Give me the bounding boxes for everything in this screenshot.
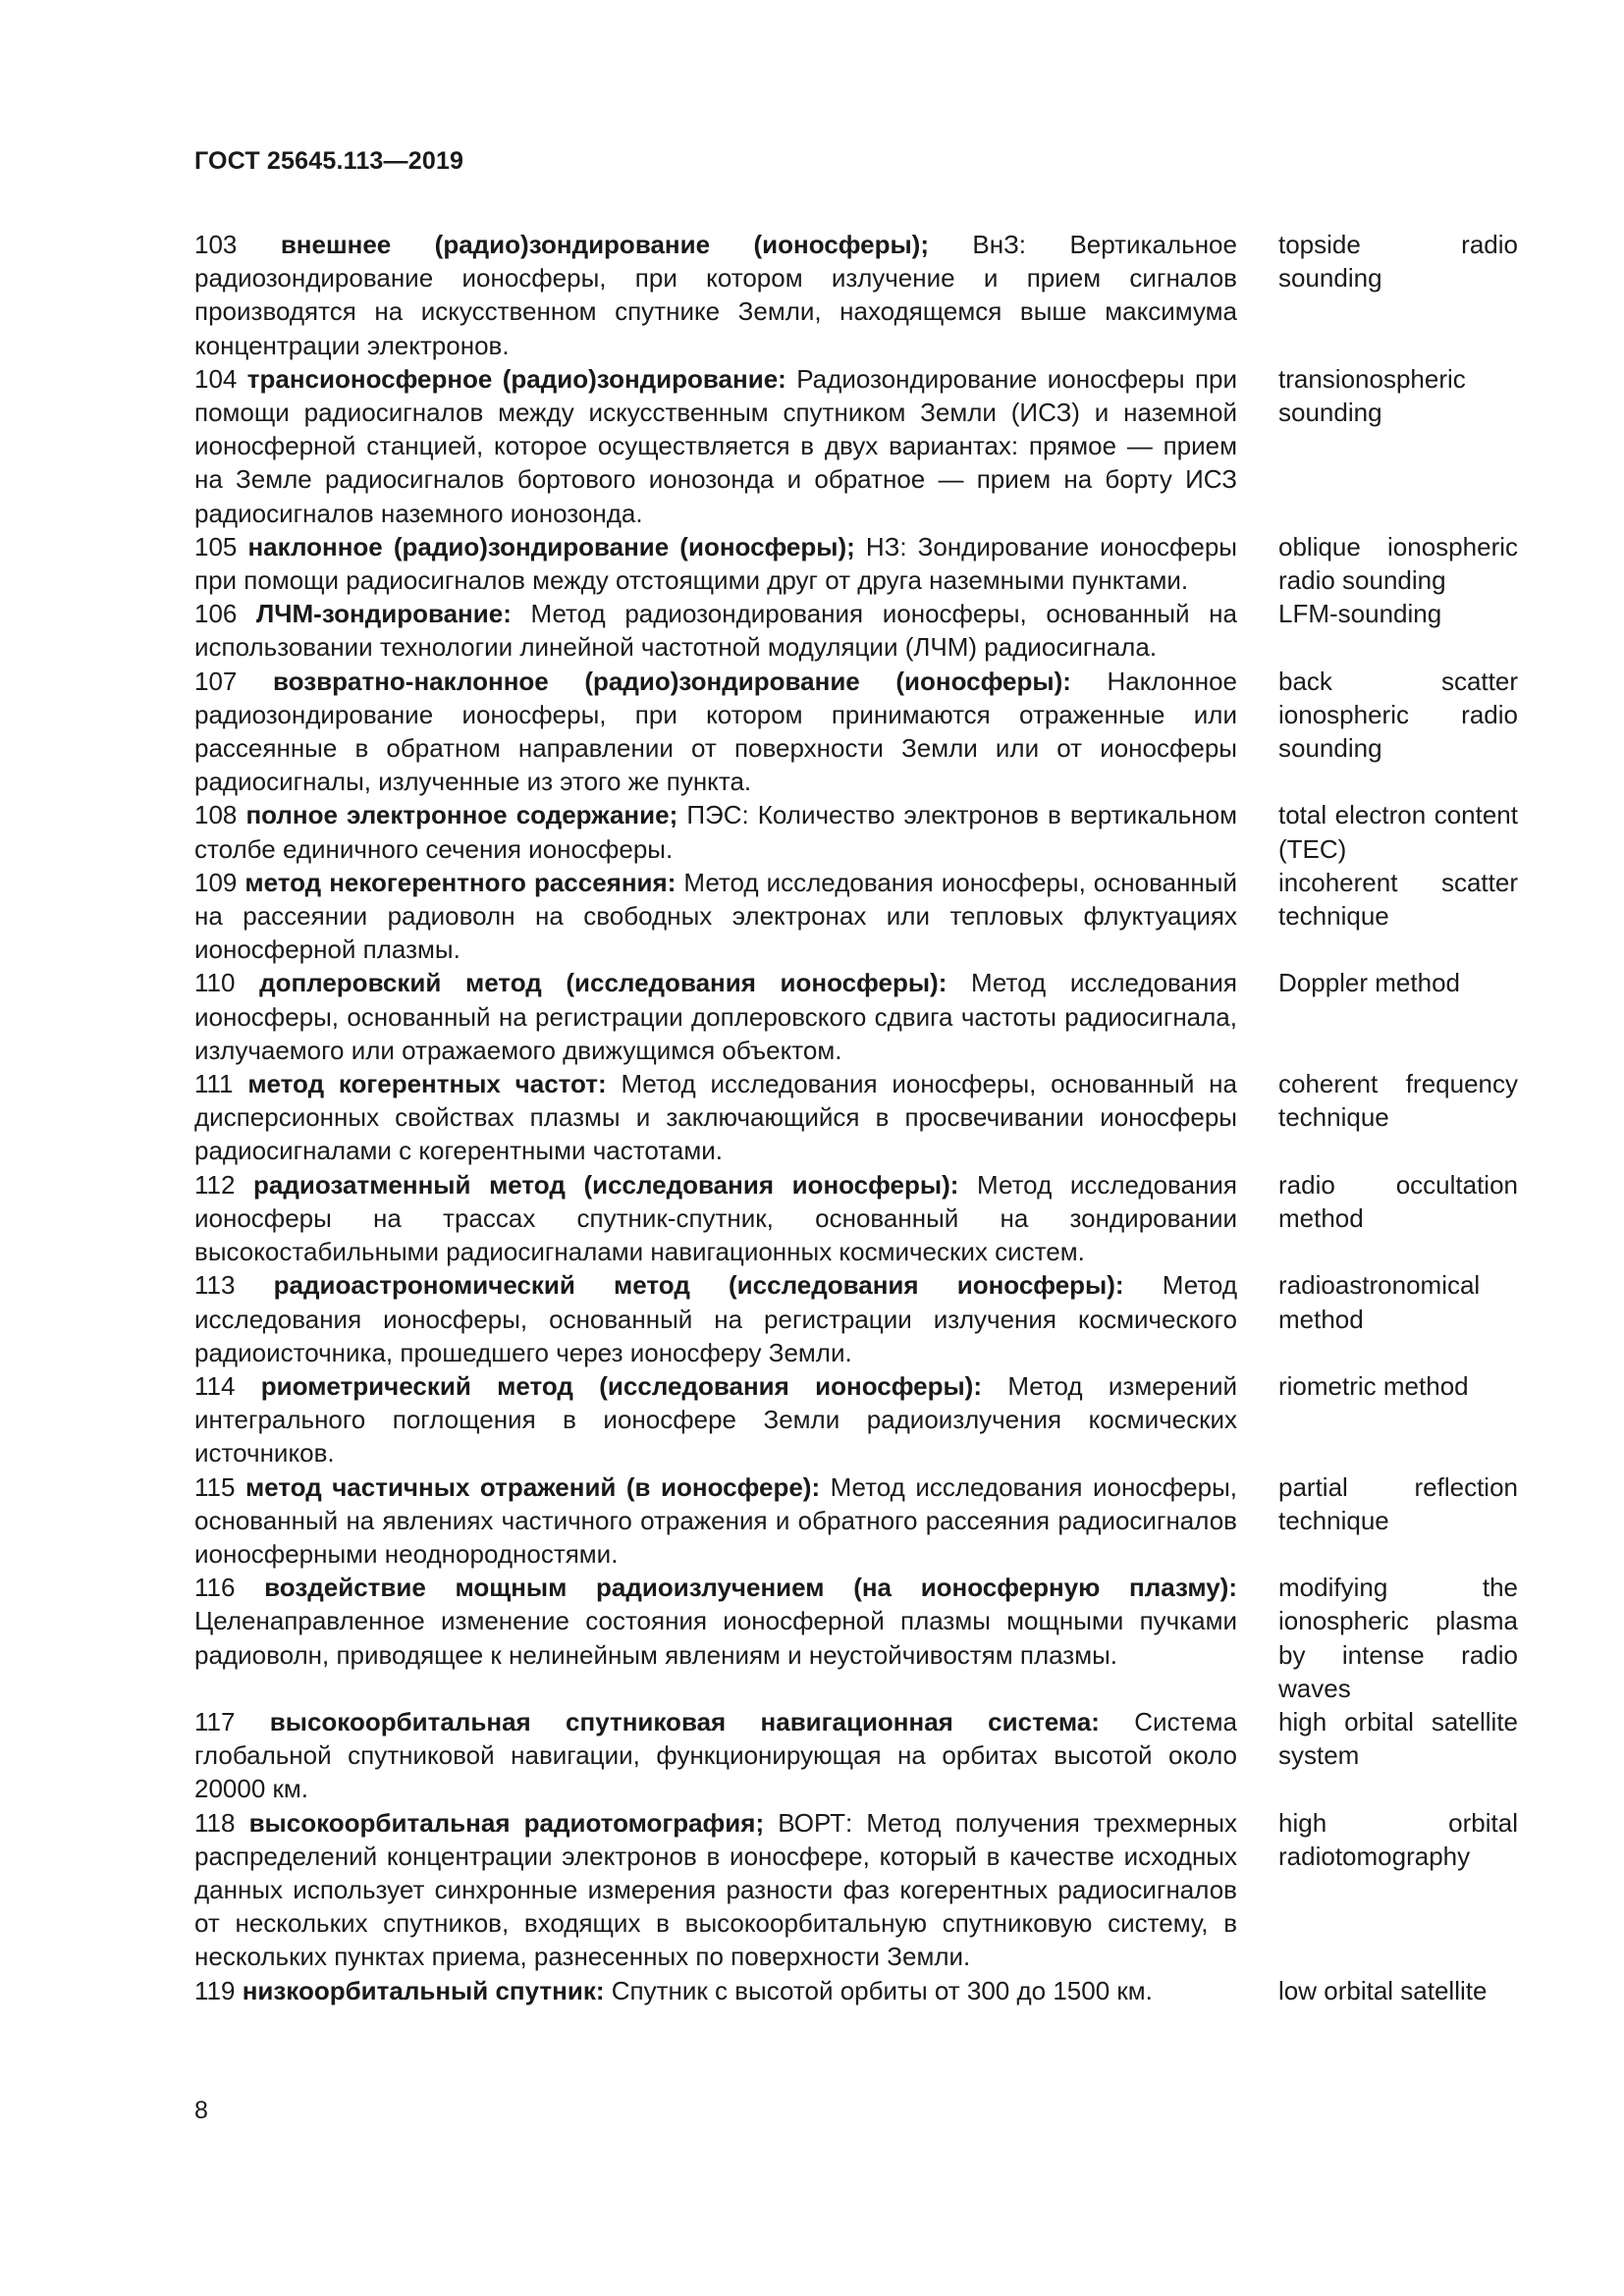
term-definition-text: Метод исследования ионосферы, основанный на регистрации доплеровского сдвига частоты радиосигнала, излучаемого или отражаемого движущимся объектом. <box>194 968 1237 1065</box>
term-english-equivalent: high orbital satellite system <box>1278 1706 1518 1771</box>
term-number: 114 <box>194 1370 236 1401</box>
term-english-equivalent: riometric method <box>1278 1370 1469 1401</box>
term-name: доплеровский метод (исследования ионосферы): <box>259 968 947 998</box>
term-definition-text: Спутник с высотой орбиты от 300 до 1500 км. <box>611 1975 1153 2005</box>
term-entry <box>194 798 1520 865</box>
term-definition-ru <box>194 228 1237 362</box>
term-entry <box>194 866 1520 967</box>
term-english-equivalent: low orbital satellite <box>1278 1975 1488 2005</box>
term-name: трансионосферное (радио)зондирование: <box>246 363 786 394</box>
document-header: ГОСТ 25645.113—2019 <box>194 147 464 175</box>
term-definition-text: Метод измерений интегрального поглощения в ионосфере Земли радиоизлучения космических источников. <box>194 1370 1237 1468</box>
term-definition-ru <box>194 798 1237 865</box>
term-number: 113 <box>194 1270 236 1301</box>
term-definition-ru <box>194 362 1237 530</box>
term-number: 115 <box>194 1471 236 1502</box>
term-definition-text: Метод исследования ионосферы, основанный на рассеянии радиоволн на свободных электронах или тепловых флуктуациях ионосферной плазмы. <box>194 867 1237 965</box>
term-definition-text: Радиозондирование ионосферы при помощи радиосигналов между искусственным спутником Земли (ИСЗ) и наземной ионосферной станцией, которое осуществляется в двух вариантах: прямое — прием на Земле радиосигналов бортового ионозонда и обратное — прием на борту ИСЗ радиосигналов наземного ионозонда. <box>194 363 1238 528</box>
term-name: наклонное (радио)зондирование (ионосферы); <box>247 531 855 561</box>
term-number: 108 <box>194 800 238 830</box>
term-name: метод когерентных частот: <box>247 1069 607 1099</box>
term-number: 107 <box>194 666 238 696</box>
term-number: 104 <box>194 363 238 394</box>
term-entry <box>194 1974 1520 2007</box>
term-english-equivalent: partial reflection technique <box>1278 1471 1518 1535</box>
term-name: метод частичных отражений (в ионосфере): <box>244 1471 821 1502</box>
term-definition-ru <box>194 665 1237 799</box>
term-number: 111 <box>194 1069 234 1099</box>
term-number: 110 <box>194 968 236 998</box>
term-entry <box>194 1571 1520 1705</box>
term-entry <box>194 1470 1520 1572</box>
term-definition-ru <box>194 1806 1237 1974</box>
term-english-equivalent: modifying the ionospheric plasma by intense radio waves <box>1278 1573 1518 1703</box>
term-number: 105 <box>194 531 238 561</box>
term-definition-text: Метод исследования ионосферы, основанный на регистрации излучения космического радиоисточника, прошедшего через ионосферу Земли. <box>194 1270 1237 1367</box>
term-definition-ru <box>194 1470 1237 1572</box>
term-english-equivalent: high orbital radiotomography <box>1278 1807 1518 1871</box>
term-definition-text: ВнЗ: Вертикальное радиозондирование ионосферы, при котором излучение и прием сигналов производятся на искусственном спутнике Земли, находящемся выше максимума концентрации электронов. <box>194 230 1237 360</box>
term-english-equivalent: LFM-sounding <box>1278 599 1442 629</box>
page-number: 8 <box>194 2097 208 2124</box>
term-definition-ru <box>194 597 1237 664</box>
term-name: радиозатменный метод (исследования ионосферы): <box>253 1169 959 1200</box>
term-number: 119 <box>194 1975 236 2005</box>
term-definition-text: Целенаправленное изменение состояния ионосферной плазмы мощными пучками радиоволн, приводящее к нелинейным явлениям и неустойчивостям плазмы. <box>194 1606 1237 1670</box>
term-english-equivalent: Doppler method <box>1278 968 1460 998</box>
term-english-equivalent: total electron content (TEC) <box>1278 800 1518 864</box>
term-definition-ru <box>194 966 1237 1067</box>
term-name: радиоастрономический метод (исследования ионосферы): <box>273 1270 1124 1301</box>
term-number: 106 <box>194 599 238 629</box>
term-entry <box>194 1705 1520 1806</box>
term-number: 118 <box>194 1807 236 1838</box>
term-definition-text: Метод исследования ионосферы, основанный на дисперсионных свойствах плазмы и заключающийся в просвечивании ионосферы радиосигналами с когерентными частотами. <box>194 1069 1237 1166</box>
term-name: высокоорбитальная радиотомография; <box>248 1807 765 1838</box>
term-entry <box>194 665 1520 799</box>
term-english-equivalent: back scatter ionospheric radio sounding <box>1278 666 1518 764</box>
term-definition-ru <box>194 1369 1237 1470</box>
term-name: высокоорбитальная спутниковая навигационная система: <box>269 1706 1100 1736</box>
terms-list <box>194 228 1520 2007</box>
term-english-equivalent: radio occultation method <box>1278 1169 1518 1233</box>
term-entry <box>194 1806 1520 1974</box>
term-definition-ru <box>194 1168 1237 1269</box>
term-entry <box>194 530 1520 597</box>
term-definition-ru <box>194 1268 1237 1369</box>
term-entry <box>194 1369 1520 1470</box>
term-definition-ru <box>194 530 1237 597</box>
term-name: риометрический метод (исследования ионосферы): <box>260 1370 982 1401</box>
term-name: низкоорбитальный спутник: <box>242 1975 605 2005</box>
term-entry <box>194 228 1520 362</box>
term-entry <box>194 362 1520 530</box>
term-name: метод некогерентного рассеяния: <box>244 867 677 897</box>
term-definition-ru <box>194 1974 1237 2007</box>
term-definition-ru <box>194 1067 1237 1168</box>
term-name: полное электронное содержание; <box>245 800 678 830</box>
term-english-equivalent: transionospheric sounding <box>1278 363 1466 428</box>
term-english-equivalent: topside radio sounding <box>1278 230 1518 294</box>
term-number: 117 <box>194 1706 236 1736</box>
term-name: возвратно-наклонное (радио)зондирование (ионосферы): <box>273 666 1071 696</box>
term-definition-text: ПЭС: Количество электронов в вертикальном столбе единичного сечения ионосферы. <box>194 800 1237 864</box>
term-number: 116 <box>194 1573 236 1603</box>
term-definition-ru <box>194 1705 1237 1806</box>
term-definition-text: Метод исследования ионосферы, основанный на явлениях частичного отражения и обратного рассеяния радиосигналов ионосферными неоднородностями. <box>194 1471 1237 1569</box>
term-english-equivalent: oblique ionospheric radio sounding <box>1278 531 1518 596</box>
term-definition-text: Метод радиозондирования ионосферы, основанный на использовании технологии линейной частотной модуляции (ЛЧМ) радиосигнала. <box>194 599 1237 663</box>
term-definition-ru <box>194 866 1237 967</box>
term-entry <box>194 1168 1520 1269</box>
term-definition-text: Система глобальной спутниковой навигации, функционирующая на орбитах высотой около 20000 км. <box>194 1706 1237 1804</box>
term-entry <box>194 597 1520 664</box>
term-definition-text: Наклонное радиозондирование ионосферы, при котором принимаются отраженные или рассеянные в обратном направлении от поверхности Земли или от ионосферы радиосигналы, излученные из этого же пункта. <box>194 666 1237 797</box>
term-entry <box>194 1067 1520 1168</box>
term-name: воздействие мощным радиоизлучением (на ионосферную плазму): <box>264 1573 1237 1603</box>
term-entry <box>194 966 1520 1067</box>
term-english-equivalent: coherent frequency technique <box>1278 1069 1518 1133</box>
term-number: 109 <box>194 867 238 897</box>
term-english-equivalent: radioastronomical method <box>1278 1270 1481 1334</box>
term-number: 112 <box>194 1169 236 1200</box>
term-entry <box>194 1268 1520 1369</box>
term-english-equivalent: incoherent scatter technique <box>1278 867 1518 932</box>
term-definition-text: ВОРТ: Метод получения трехмерных распределений концентрации электронов в ионосфере, который в качестве исходных данных использует синхронные измерения разности фаз когерентных радиосигналов от нескольких спутников, входящих в высокоорбитальную спутниковую систему, в нескольких пунктах приема, разнесенных по поверхности Земли. <box>194 1807 1238 1972</box>
term-name: внешнее (радио)зондирование (ионосферы); <box>280 230 929 259</box>
term-number: 103 <box>194 230 238 259</box>
term-name: ЛЧМ-зондирование: <box>256 599 512 629</box>
term-definition-text: НЗ: Зондирование ионосферы при помощи радиосигналов между отстоящими друг от друга наземными пунктами. <box>194 531 1237 596</box>
term-definition-text: Метод исследования ионосферы на трассах спутник-спутник, основанный на зондировании высокостабильными радиосигналами навигационных космических систем. <box>194 1169 1237 1267</box>
term-definition-ru <box>194 1571 1237 1672</box>
